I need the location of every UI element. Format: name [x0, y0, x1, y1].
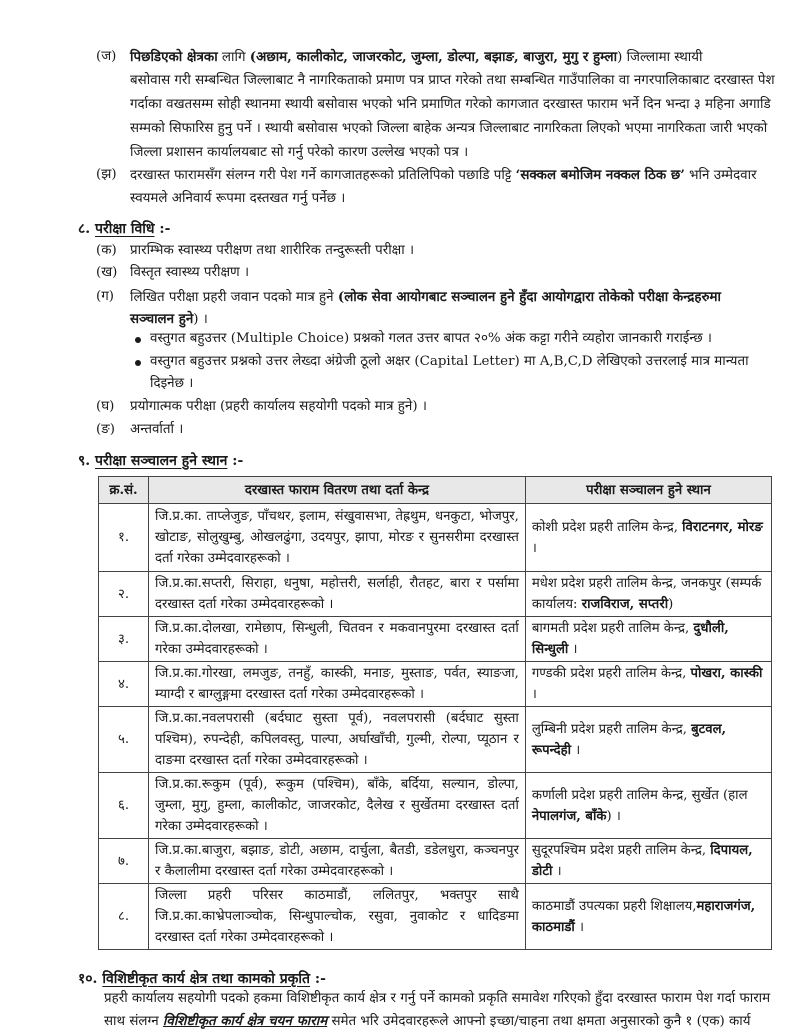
venue-location: विराटनगर, मोरङ	[682, 519, 763, 535]
venue-location: पोखरा, कास्की	[690, 666, 763, 681]
venue-tail: ।	[531, 687, 537, 702]
row-application-center: जि.प्र.का.दोलखा, रामेछाप, सिन्धुली, चितवन र मकवानपुरमा दरखास्त दर्ता गरेका उम्मेदवारहरूको ।	[149, 617, 526, 662]
item-ja-line2: बसोवास गरी सम्बन्धित जिल्लाबाट नै नागरिकताको प्रमाण पत्र प्राप्त गरेको तथा सम्बन्धित गाउँपालिका वा नगरपालिकाबाट दरखास्त पेश	[130, 73, 775, 88]
table-row	[99, 504, 772, 572]
row-serial-number: १.	[99, 504, 149, 572]
venue-location: नेपालगंज, बाँके	[531, 808, 607, 824]
row-exam-venue	[525, 504, 771, 572]
section8-heading	[78, 218, 170, 240]
section10-line2-end: समेत भरि उमेदवारहरूले आफ्नो इच्छा/चाहना तथा क्षमता अनुसारको कुनै १ (एक) कार्य	[327, 1014, 751, 1029]
venue-location: महाराजगंज, काठमाडौं	[531, 898, 756, 935]
item-jha-text1: दरखास्त फारामसँग संलग्न गरी पेश गर्ने कागजातहरूको प्रतिलिपिको पछाडि पट्टि	[130, 168, 516, 183]
section8-suffix: :-	[154, 221, 171, 237]
exam-centers-table	[98, 476, 772, 950]
row-exam-venue	[525, 839, 771, 884]
s8-item-ga-line1	[130, 286, 780, 309]
item-ja-districts: (अछाम, कालीकोट, जाजरकोट, जुम्ला, डोल्पा, बझाङ, बाजुरा, मुगु र हुम्ला	[249, 49, 618, 65]
section9-title: परीक्षा सञ्चालन हुने स्थान	[95, 453, 228, 469]
item-ja-line5: जिल्ला प्रशासन कार्यालयबाट सो गर्नु परेको कारण उल्लेख भएको पत्र ।	[130, 145, 469, 160]
s8-item-label-ka: (क)	[96, 243, 117, 258]
row-application-center: जि.प्र.का.सप्तरी, सिराहा, धनुषा, महोत्तरी, सर्लाही, रौतहट, बारा र पर्सामा दरखास्त दर्ता गरेका उम्मेदवारहरूको ।	[149, 572, 526, 617]
item-jha-quote: ‘सक्कल बमोजिम नक्कल ठिक छ’	[515, 167, 685, 183]
row-exam-venue	[525, 707, 771, 773]
section10-form-name: विशिष्टीकृत कार्य क्षेत्र चयन फाराम	[162, 1013, 328, 1029]
row-exam-venue	[525, 617, 771, 662]
venue-tail: )	[668, 597, 674, 612]
venue-location: बुटवल, रूपन्देही	[531, 721, 727, 758]
venue-tail: ।	[574, 919, 585, 935]
venue-text: लुम्बिनी प्रदेश प्रहरी तालिम केन्द्र,	[531, 721, 692, 737]
s8-bullet-2-line2: दिइनेछ ।	[150, 376, 194, 391]
row-exam-venue	[525, 662, 771, 707]
venue-tail: ) ।	[606, 808, 621, 824]
section10-number: १०.	[78, 971, 98, 987]
row-serial-number: ७.	[99, 839, 149, 884]
venue-tail: ।	[571, 742, 581, 758]
venue-text: कोशी प्रदेश प्रहरी तालिम केन्द्र,	[531, 519, 683, 535]
venue-text: बागमती प्रदेश प्रहरी तालिम केन्द्र,	[531, 621, 694, 636]
row-serial-number: ८.	[99, 884, 149, 950]
section10-line2	[104, 1010, 804, 1033]
item-ja-text1: लागि	[217, 50, 250, 65]
section10-heading	[78, 968, 326, 990]
venue-location: दिपायल, डोटी	[531, 843, 753, 879]
item-jha-text2: भनि उम्मेदवार	[684, 168, 757, 183]
item-label-jha: (झ)	[96, 167, 117, 182]
venue-location: दुधौली, सिन्धुली	[531, 621, 729, 657]
table-row	[99, 662, 772, 707]
row-application-center: जि.प्र.का.नवलपरासी (बर्दघाट सुस्ता पूर्व), नवलपरासी (बर्दघाट सुस्ता पश्चिम), रुपन्देही, कपिलवस्तु, पाल्पा, अर्घाखाँची, गुल्मी, रोल्पा, प्यूठान र दाङमा दरखास्त दर्ता गरेका उम्मेदवारहरूको ।	[149, 707, 526, 773]
venue-tail: ।	[552, 864, 562, 879]
section8-title: परीक्षा विधि	[95, 221, 155, 237]
section10-title: विशिष्टीकृत कार्य क्षेत्र तथा कामको प्रकृति	[102, 971, 311, 987]
section10-line1: प्रहरी कार्यालय सहयोगी पदको हकमा विशिष्टीकृत कार्य क्षेत्र र गर्नु पर्ने कामको प्रकृति समावेश गरिएको हुँदा दरखास्त फाराम पेश गर्दा फाराम	[104, 991, 771, 1006]
s8-item-label-gha: (घ)	[96, 399, 115, 414]
table-row	[99, 884, 772, 950]
venue-tail: ।	[531, 540, 537, 556]
row-application-center: जि.प्र.का.रूकुम (पूर्व), रूकुम (पश्चिम), बाँके, बर्दिया, सल्यान, डोल्पा, जुम्ला, मुगु, हुम्ला, कालीकोट, जाजरकोट, दैलेख र सुर्खेतमा दरखास्त दर्ता गरेका उम्मेदवारहरूको ।	[149, 773, 526, 839]
section10-suffix: :-	[310, 971, 326, 987]
row-application-center: जिल्ला प्रहरी परिसर काठमाडौं, ललितपुर, भक्तपुर साथै जि.प्र.का.काभ्रेपलाञ्चोक, सिन्धुपाल्चोक, रसुवा, नुवाकोट र धादिङमा दरखास्त दर्ता गरेका उम्मेदवारहरूको ।	[149, 884, 526, 950]
row-application-center: जि.प्र.का.बाजुरा, बझाङ, डोटी, अछाम, दार्चुला, बैतडी, डडेलधुरा, कञ्चनपुर र कैलालीमा दरखास्त दर्ता गरेका उम्मेदवारहरूको ।	[149, 839, 526, 884]
row-exam-venue	[525, 884, 771, 950]
row-serial-number: ४.	[99, 662, 149, 707]
section9-suffix: :-	[227, 453, 244, 469]
s8-item-kha: विस्तृत स्वास्थ्य परीक्षण ।	[130, 265, 250, 280]
s8-bullet-2-line1: वस्तुगत बहुउत्तर प्रश्नको उत्तर लेख्दा अंग्रेजी ठूलो अक्षर (Capital Letter) मा A,B,C,D लेखिएको उत्तरलाई मात्र मान्यता	[150, 354, 749, 369]
s8-item-ga-text: लिखित परीक्षा प्रहरी जवान पदको मात्र हुने	[130, 290, 338, 305]
table-row	[99, 773, 772, 839]
venue-text: मधेश प्रदेश प्रहरी तालिम केन्द्र, जनकपुर (सम्पर्क कार्यालय:	[531, 576, 762, 612]
venue-text: गण्डकी प्रदेश प्रहरी तालिम केन्द्र,	[531, 666, 691, 681]
s8-item-label-ga: (ग)	[96, 289, 114, 304]
table-row	[99, 617, 772, 662]
row-application-center: जि.प्र.का. ताप्लेजुङ, पाँचथर, इलाम, संखुवासभा, तेह्रथुम, धनकुटा, भोजपुर, खोटाङ, सोलुखुम्बु, ओखलढुंगा, उदयपुर, झापा, मोरङ र सुनसरीमा दरखास्त दर्ता गरेका उम्मेदवारहरूको ।	[149, 504, 526, 572]
row-application-center: जि.प्र.का.गोरखा, लमजुङ, तनहुँ, कास्की, मनाङ, मुस्ताङ, पर्वत, स्याङजा, म्याग्दी र बाग्लुङ्गमा दरखास्त दर्ता गरेका उम्मेदवारहरूको ।	[149, 662, 526, 707]
item-ja-text2: ) जिल्लामा स्थायी	[617, 50, 703, 65]
row-serial-number: ५.	[99, 707, 149, 773]
s8-item-label-nga: (ङ)	[96, 422, 115, 437]
s8-item-gha: प्रयोगात्मक परीक्षा (प्रहरी कार्यालय सहयोगी पदको मात्र हुने) ।	[130, 399, 427, 414]
header-sn: क्र.सं.	[99, 477, 149, 504]
s8-item-ga-bold: (लोक सेवा आयोगबाट सञ्चालन हुने हुँदा आयोगद्वारा तोकेको परीक्षा केन्द्रहरुमा	[337, 289, 722, 305]
item-ja-bold-lead: पिछडिएको क्षेत्रका	[130, 49, 218, 65]
venue-tail: ।	[568, 642, 578, 657]
section9-heading	[78, 450, 243, 472]
section10-line2-start: साथ संलग्न	[104, 1014, 163, 1029]
s8-item-label-kha: (ख)	[96, 265, 118, 280]
bullet-icon	[135, 360, 141, 366]
s8-item-ka: प्रारम्भिक स्वास्थ्य परीक्षण तथा शारीरिक तन्दुरूस्ती परीक्षा ।	[130, 243, 415, 258]
row-serial-number: ६.	[99, 773, 149, 839]
s8-item-ga-tail: ) ।	[193, 312, 208, 327]
row-exam-venue	[525, 773, 771, 839]
venue-text: सुदूरपश्चिम प्रदेश प्रहरी तालिम केन्द्र,	[531, 843, 711, 858]
item-ja-line1	[130, 46, 780, 69]
table-row	[99, 572, 772, 617]
s8-bullet-1: वस्तुगत बहुउत्तर (Multiple Choice) प्रश्नको गलत उत्तर बापत २०% अंक कट्टा गरीने व्यहोरा जानकारी गराईन्छ ।	[150, 331, 712, 346]
row-exam-venue	[525, 572, 771, 617]
item-jha-line2: स्वयमले अनिवार्य रूपमा दस्तखत गर्नु पर्नेछ ।	[130, 191, 346, 206]
venue-text: काठमाडौं उपत्यका प्रहरी शिक्षालय,	[531, 898, 697, 914]
row-serial-number: ३.	[99, 617, 149, 662]
s8-item-nga: अन्तर्वार्ता ।	[130, 422, 184, 437]
row-serial-number: २.	[99, 572, 149, 617]
header-exam-venue: परीक्षा सञ्चालन हुने स्थान	[525, 477, 771, 504]
table-row	[99, 839, 772, 884]
venue-text: कर्णाली प्रदेश प्रहरी तालिम केन्द्र, सुर्खेत (हाल	[531, 787, 748, 803]
section9-number: ९.	[78, 453, 91, 469]
s8-item-ga-bold2: सञ्चालन हुने	[130, 311, 194, 327]
bullet-icon	[135, 337, 141, 343]
item-jha-line1	[130, 164, 780, 187]
header-application-center: दरखास्त फाराम वितरण तथा दर्ता केन्द्र	[149, 477, 526, 504]
item-label-ja: (ज)	[96, 49, 117, 64]
item-ja-line3: गर्दाका वखतसम्म सोही स्थानमा स्थायी बसोवास भएको भनि प्रमाणित गरेको कागजात दरखास्त फाराम भर्ने दिन भन्दा ३ महिना अगाडि	[130, 97, 771, 112]
table-row	[99, 707, 772, 773]
venue-location: राजविराज, सप्तरी	[581, 597, 669, 612]
table-header-row	[99, 477, 772, 504]
item-ja-line4: सम्मको सिफारिस हुनु पर्ने । स्थायी बसोवास भएको जिल्ला बाहेक अन्यत्र जिल्लाबाट नागरिकता लिएको भएमा नागरिकता जारी भएको	[130, 121, 768, 136]
section8-number: ८.	[78, 221, 91, 237]
